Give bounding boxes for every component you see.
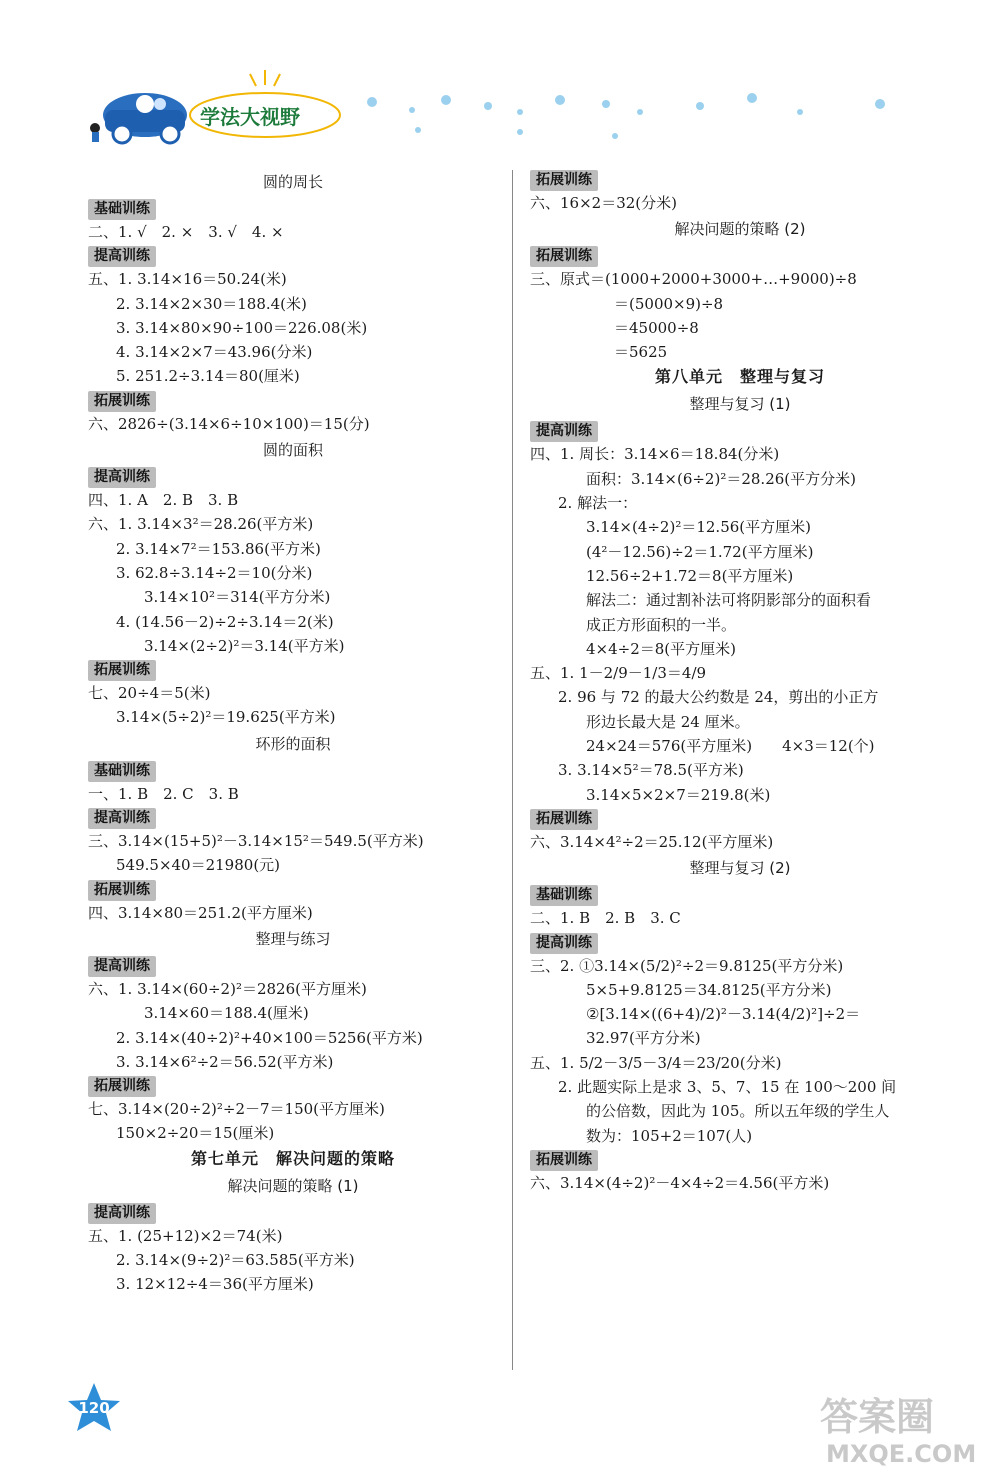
answer-line: 三、原式＝(1000+2000+3000+…+9000)÷8 bbox=[530, 270, 857, 289]
answer-line: 5×5+9.8125＝34.8125(平方分米) bbox=[586, 980, 832, 999]
answer-line: 3.14×(5÷2)²＝19.625(平方米) bbox=[116, 708, 336, 727]
answer-line: 五、1. 3.14×16＝50.24(米) bbox=[88, 270, 287, 289]
training-badge: 拓展训练 bbox=[88, 660, 156, 681]
section-title: 整理与复习 (2) bbox=[689, 859, 791, 878]
training-badge: 拓展训练 bbox=[88, 391, 156, 412]
section-badge-row bbox=[88, 878, 498, 901]
section-badge-row bbox=[88, 197, 498, 220]
car-icon bbox=[90, 93, 187, 143]
section-title: 圆的周长 bbox=[262, 173, 323, 191]
section-badge-row bbox=[88, 954, 498, 977]
answer-line: 3.14×10²＝314(平方分米) bbox=[144, 588, 331, 607]
training-badge: 基础训练 bbox=[530, 885, 598, 906]
page-number: 120 bbox=[78, 1399, 110, 1417]
answer-line: 2. 此题实际上是求 3、5、7、15 在 100～200 间 bbox=[558, 1078, 897, 1097]
section-badge-row bbox=[530, 931, 950, 954]
answer-line: 的公倍数，因此为 105。所以五年级的学生人 bbox=[586, 1102, 890, 1121]
section-badge-row bbox=[88, 1201, 498, 1224]
watermark-top: 答案圈 bbox=[820, 1395, 935, 1439]
answer-line: 七、20÷4＝5(米) bbox=[88, 684, 211, 703]
answer-line: 3.14×5×2×7＝219.8(米) bbox=[586, 785, 771, 804]
answer-line: 一、1. B 2. C 3. B bbox=[88, 784, 239, 803]
answer-line: 六、1. 3.14×3²＝28.26(平方米) bbox=[88, 515, 314, 534]
answer-line: 解法二：通过割补法可将阴影部分的面积看 bbox=[586, 591, 872, 610]
answer-line: 四、1. A 2. B 3. B bbox=[88, 491, 239, 510]
answer-line: 2. 3.14×7²＝153.86(平方米) bbox=[116, 539, 321, 558]
answer-line: 成正方形面积的一半。 bbox=[586, 615, 737, 634]
section-badge-row bbox=[530, 419, 950, 442]
answer-line: 五、1. 1－2/9－1/3＝4/9 bbox=[530, 664, 707, 683]
section-badge-row bbox=[88, 465, 498, 488]
answer-line: 3.14×(4÷2)²＝12.56(平方厘米) bbox=[586, 518, 811, 537]
answer-line: 数为：105+2＝107(人) bbox=[586, 1126, 753, 1145]
answer-line: ＝5625 bbox=[614, 343, 668, 362]
section-badge-row bbox=[530, 168, 950, 191]
answer-line: ＝(5000×9)÷8 bbox=[614, 294, 724, 313]
answer-line: 三、2. ①3.14×(5/2)²÷2＝9.8125(平方分米) bbox=[530, 956, 844, 975]
watermark bbox=[820, 1388, 980, 1472]
answer-line: 3. 12×12÷4＝36(平方厘米) bbox=[116, 1275, 314, 1294]
answer-line: 面积：3.14×(6÷2)²＝28.26(平方分米) bbox=[586, 469, 856, 488]
section-badge-row bbox=[88, 759, 498, 782]
training-badge: 拓展训练 bbox=[530, 809, 598, 830]
answer-line: 二、1. B 2. B 3. C bbox=[530, 909, 681, 928]
answer-line: 六、3.14×(4÷2)²－4×4÷2＝4.56(平方米) bbox=[530, 1173, 830, 1192]
training-badge: 拓展训练 bbox=[530, 170, 598, 191]
section-badge-row bbox=[530, 883, 950, 906]
answer-line: 3. 3.14×6²÷2＝56.52(平方米) bbox=[116, 1052, 334, 1071]
answer-line: 二、1. √ 2. × 3. √ 4. × bbox=[88, 223, 284, 241]
section-badge-row bbox=[530, 1148, 950, 1171]
unit-title: 第七单元 解决问题的策略 bbox=[190, 1148, 395, 1168]
answer-line: 4. (14.56－2)÷2÷3.14＝2(米) bbox=[116, 612, 334, 631]
answer-line: 2. 3.14×2×30＝188.4(米) bbox=[116, 294, 307, 313]
answer-line: 三、3.14×(15+5)²－3.14×15²＝549.5(平方米) bbox=[88, 832, 424, 851]
answer-line: 3. 3.14×5²＝78.5(平方米) bbox=[558, 761, 744, 780]
page-number-badge bbox=[66, 1383, 122, 1431]
answer-line: 3.14×60＝188.4(厘米) bbox=[144, 1004, 309, 1023]
answer-line: 2. 96 与 72 的最大公约数是 24，剪出的小正方 bbox=[558, 688, 879, 707]
answer-line: 4. 3.14×2×7＝43.96(分米) bbox=[116, 343, 313, 362]
answer-line: 四、3.14×80＝251.2(平方厘米) bbox=[88, 903, 313, 922]
answer-line: (4²－12.56)÷2＝1.72(平方厘米) bbox=[586, 542, 814, 561]
answer-line: 七、3.14×(20÷2)²÷2－7＝150(平方厘米) bbox=[88, 1100, 385, 1119]
training-badge: 提高训练 bbox=[88, 467, 156, 488]
training-badge: 基础训练 bbox=[88, 199, 156, 220]
answer-line: 3. 3.14×80×90÷100＝226.08(米) bbox=[116, 318, 368, 337]
right-column bbox=[530, 168, 950, 1195]
header-banner bbox=[0, 60, 1000, 170]
answer-line: 五、1. (25+12)×2＝74(米) bbox=[88, 1226, 283, 1245]
answer-line: 四、1. 周长：3.14×6＝18.84(分米) bbox=[530, 445, 780, 464]
training-badge: 提高训练 bbox=[88, 808, 156, 829]
training-badge: 提高训练 bbox=[88, 956, 156, 977]
answer-line: 六、2826÷(3.14×6÷10×100)＝15(分) bbox=[88, 414, 370, 433]
left-column bbox=[88, 168, 498, 1297]
page-header bbox=[0, 60, 1000, 170]
answer-line: 2. 解法一： bbox=[558, 494, 638, 513]
watermark-logo bbox=[820, 1388, 980, 1468]
answer-line: 六、3.14×4²÷2＝25.12(平方厘米) bbox=[530, 832, 774, 851]
answer-line: 5. 251.2÷3.14＝80(厘米) bbox=[116, 367, 300, 386]
answer-line: 32.97(平方分米) bbox=[586, 1029, 701, 1048]
answer-line: 4×4÷2＝8(平方厘米) bbox=[586, 639, 737, 658]
section-badge-row bbox=[530, 807, 950, 830]
answer-line: 24×24＝576(平方厘米) 4×3＝12(个) bbox=[586, 737, 875, 756]
answer-line: 五、1. 5/2－3/5－3/4＝23/20(分米) bbox=[530, 1053, 782, 1072]
section-title: 圆的面积 bbox=[262, 441, 323, 460]
star-icon bbox=[66, 1383, 122, 1431]
watermark-bottom: MXQE.COM bbox=[826, 1440, 977, 1468]
section-badge-row bbox=[88, 806, 498, 829]
training-badge: 拓展训练 bbox=[88, 880, 156, 901]
section-badge-row bbox=[530, 244, 950, 267]
section-title: 环形的面积 bbox=[255, 734, 331, 753]
section-title: 整理与练习 bbox=[255, 929, 331, 948]
section-badge-row bbox=[88, 389, 498, 412]
training-badge: 提高训练 bbox=[530, 421, 598, 442]
training-badge: 拓展训练 bbox=[530, 1150, 598, 1171]
answer-line: 150×2÷20＝15(厘米) bbox=[116, 1124, 275, 1143]
section-badge-row bbox=[88, 244, 498, 267]
section-title: 解决问题的策略 (2) bbox=[674, 220, 806, 239]
answer-line: 2. 3.14×(40÷2)²+40×100＝5256(平方米) bbox=[116, 1028, 423, 1047]
column-divider bbox=[512, 170, 513, 1370]
snowflake-decoration-icon bbox=[367, 93, 885, 139]
answer-line: 六、16×2＝32(分米) bbox=[530, 194, 677, 212]
training-badge: 提高训练 bbox=[88, 1203, 156, 1224]
section-title: 解决问题的策略 (1) bbox=[227, 1176, 359, 1195]
answer-line: 3. 62.8÷3.14÷2＝10(分米) bbox=[116, 563, 313, 582]
answer-line: 549.5×40＝21980(元) bbox=[116, 856, 281, 875]
unit-title: 第八单元 整理与复习 bbox=[654, 367, 825, 387]
training-badge: 拓展训练 bbox=[88, 1076, 156, 1097]
answer-line: ②[3.14×((6+4)/2)²－3.14(4/2)²]÷2＝ bbox=[586, 1005, 861, 1024]
section-title: 整理与复习 (1) bbox=[689, 395, 791, 414]
answer-line: 3.14×(2÷2)²＝3.14(平方米) bbox=[144, 636, 345, 655]
section-badge-row bbox=[88, 1074, 498, 1097]
answer-line: 六、1. 3.14×(60÷2)²＝2826(平方厘米) bbox=[88, 979, 367, 998]
answer-line: 形边长最大是 24 厘米。 bbox=[586, 712, 750, 731]
training-badge: 拓展训练 bbox=[530, 246, 598, 267]
answer-line: ＝45000÷8 bbox=[614, 318, 699, 337]
section-badge-row bbox=[88, 658, 498, 681]
answer-line: 12.56÷2+1.72＝8(平方厘米) bbox=[586, 566, 794, 585]
training-badge: 基础训练 bbox=[88, 761, 156, 782]
logo-text: 学法大视野 bbox=[200, 105, 300, 129]
training-badge: 提高训练 bbox=[530, 933, 598, 954]
answer-line: 2. 3.14×(9÷2)²＝63.585(平方米) bbox=[116, 1251, 355, 1270]
training-badge: 提高训练 bbox=[88, 246, 156, 267]
